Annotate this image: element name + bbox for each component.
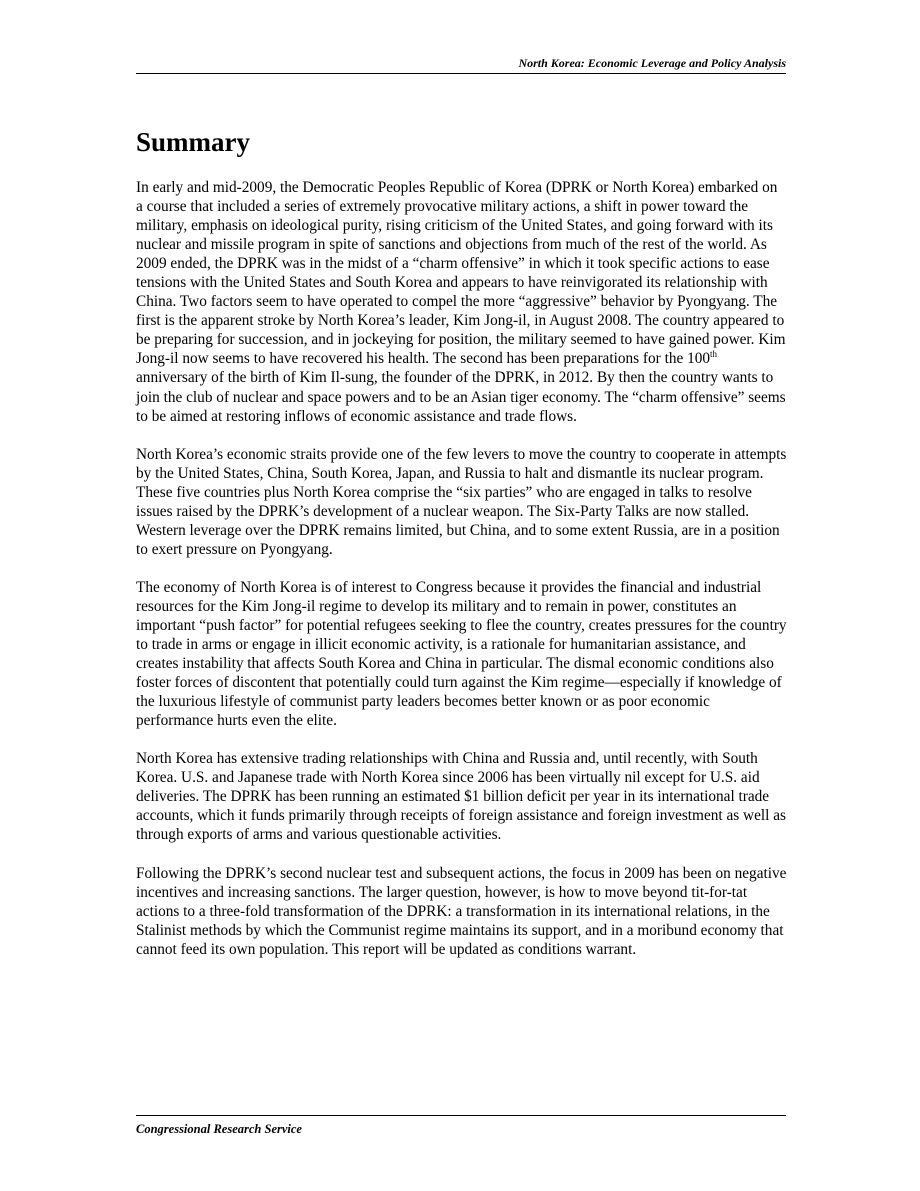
paragraph-1-text-a: In early and mid-2009, the Democratic Peoples Republic of Korea (DPRK or North Korea) embarked on a course that included a series of extremely provocative military actions, a shift in power toward the military, emphasis on ideological purity, rising criticism of the United States, and going forward with its nuclear and missile program in spite of sanctions and objections from much of the rest of the world. As 2009 ended, the DPRK was in the midst of a “charm offensive” in which it took specific actions to ease tensions with the United States and South Korea and appears to have reinvigorated its relationship with China. Two factors seem to have operated to compel the more “aggressive” behavior by Pyongyang. The first is the apparent stroke by North Korea’s leader, Kim Jong-il, in August 2008. The country appeared to be preparing for succession, and in jockeying for position, the military seemed to have gained power. Kim Jong-il now seems to have recovered his health. The second has been preparations for the 100 [136, 179, 786, 368]
paragraph-3: The economy of North Korea is of interest to Congress because it provides the financial and industrial resources for the Kim Jong-il regime to develop its military and to remain in power, constitutes an important “push factor” for potential refugees seeking to flee the country, creates pressures for the country to trade in arms or engage in illicit economic activity, is a rationale for humanitarian assistance, and creates instability that affects South Korea and China in particular. The dismal economic conditions also foster forces of discontent that potentially could turn against the Kim regime—especially if knowledge of the luxurious lifestyle of communist party leaders becomes better known or as poor economic performance hurts even the elite. [136, 578, 787, 730]
summary-body [136, 178, 788, 978]
paragraph-1-text-b: anniversary of the birth of Kim Il-sung, the founder of the DPRK, in 2012. By then the country wants to join the club of nuclear and space powers and to be an Asian tiger economy. The “charm offensive” seems to be aimed at restoring inflows of economic assistance and trade flows. [136, 369, 786, 425]
ordinal-superscript: th [710, 349, 718, 360]
running-footer [136, 1115, 786, 1137]
paragraph-2: North Korea’s economic straits provide one of the few levers to move the country to cooperate in attempts by the United States, China, South Korea, Japan, and Russia to halt and dismantle its nuclear program. These five countries plus North Korea comprise the “six parties” who are engaged in talks to resolve issues raised by the DPRK’s development of a nuclear weapon. The Six-Party Talks are now stalled. Western leverage over the DPRK remains limited, but China, and to some extent Russia, are in a position to exert pressure on Pyongyang. [136, 445, 787, 558]
section-title: Summary [136, 127, 250, 157]
paragraph-1 [136, 178, 788, 426]
paragraph-5: Following the DPRK’s second nuclear test and subsequent actions, the focus in 2009 has been on negative incentives and increasing sanctions. The larger question, however, is how to move beyond tit-for-tat actions to a three-fold transformation of the DPRK: a transformation in its international relations, in the Stalinist methods by which the Communist regime maintains its support, and in a moribund economy that cannot feed its own population. This report will be updated as conditions warrant. [136, 864, 787, 958]
running-header [136, 56, 786, 74]
running-header-title: North Korea: Economic Leverage and Policy Analysis [518, 56, 786, 70]
paragraph-4: North Korea has extensive trading relationships with China and Russia and, until recently, with South Korea. U.S. and Japanese trade with North Korea since 2006 has been virtually nil except for U.S. aid deliveries. The DPRK has been running an estimated $1 billion deficit per year in its international trade accounts, which it funds primarily through receipts of foreign assistance and foreign investment as well as through exports of arms and various questionable activities. [136, 750, 786, 844]
footer-publisher: Congressional Research Service [136, 1122, 302, 1136]
